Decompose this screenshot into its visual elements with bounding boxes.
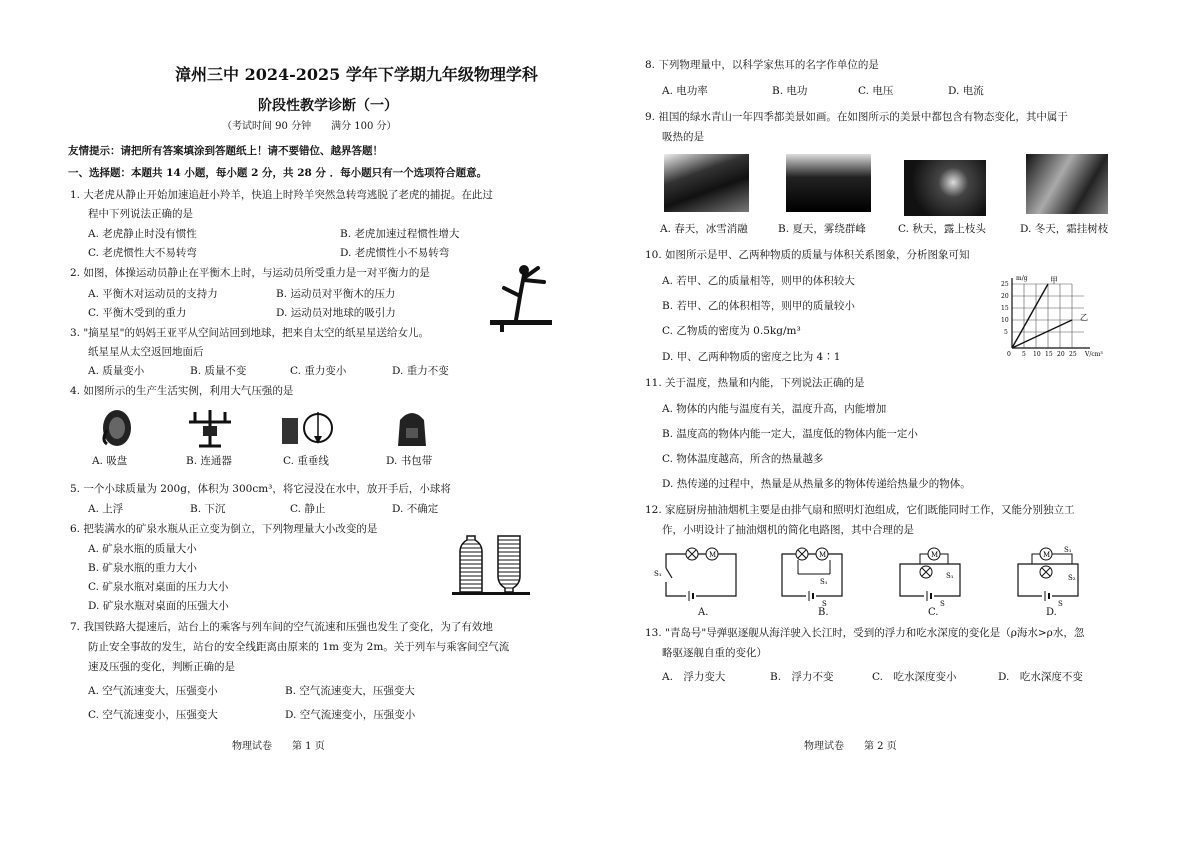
circuit-b-diagram	[778, 544, 848, 608]
circuit-a-s1: S₁	[654, 570, 662, 578]
q8-stem: 8. 下列物理量中，以科学家焦耳的名字作单位的是	[645, 59, 879, 71]
q8-option-b: B. 电功	[772, 85, 808, 97]
q5-option-b: B. 下沉	[190, 503, 226, 515]
q12-option-d: D.	[1046, 607, 1057, 618]
q10-option-c: C. 乙物质的密度为 0.5kg/m³	[662, 325, 801, 337]
q13-stem-2: 略驱逐舰自重的变化）	[662, 647, 767, 659]
q10-stem: 10. 如图所示是甲、乙两种物质的质量与体积关系图象，分析图象可知	[645, 249, 970, 261]
q7-option-a: A. 空气流速变大，压强变小	[88, 685, 218, 697]
graph-label-jia: 甲	[1050, 276, 1058, 285]
q4-option-b: B. 连通器	[186, 455, 232, 467]
circuit-a-motor: M	[709, 551, 717, 559]
graph-ytick-15: 15	[1001, 305, 1009, 312]
q7-option-c: C. 空气流速变小，压强变大	[88, 709, 218, 721]
q8-option-a: A. 电功率	[662, 85, 708, 97]
q11-stem: 11. 关于温度，热量和内能，下列说法正确的是	[645, 377, 865, 389]
q4-stem: 4. 如图所示的生产生活实例，利用大气压强的是	[70, 385, 294, 397]
q11-option-b: B. 温度高的物体内能一定大，温度低的物体内能一定小	[662, 428, 918, 440]
schoolbag-icon	[392, 408, 432, 450]
q1-option-d: D. 老虎惯性小不易转弯	[340, 247, 450, 259]
q7-stem-3: 速及压强的变化，判断正确的是	[88, 661, 235, 673]
graph-line-jia	[1012, 284, 1048, 348]
q1-option-c: C. 老虎惯性大不易转弯	[88, 247, 197, 259]
q4-option-d: D. 书包带	[386, 455, 433, 467]
water-bottles-figure	[448, 534, 534, 600]
q9-option-b: B. 夏天，雾绕群峰	[778, 223, 866, 235]
circuit-d-s1: S₁	[1064, 546, 1072, 554]
q5-stem: 5. 一个小球质量为 200g，体积为 300cm³，将它浸没在水中，放开手后，小球将	[70, 483, 451, 495]
q12-stem-1: 12. 家庭厨房抽油烟机主要是由排气扇和照明灯泡组成，它们既能同时工作，又能分别独立工	[645, 504, 1075, 516]
q13-option-b: B. 浮力不变	[770, 671, 834, 683]
q9-stem-2: 吸热的是	[662, 131, 704, 143]
circuit-b-s1: S₁	[820, 578, 828, 586]
graph-ytick-25: 25	[1001, 281, 1009, 288]
q4-option-c: C. 重垂线	[283, 455, 329, 467]
q12-option-b: B.	[818, 607, 829, 618]
exam-info: （考试时间 90 分钟 满分 100 分）	[222, 121, 397, 132]
circuit-c-s1: S₁	[946, 572, 954, 580]
q3-stem-1: 3. "摘星星"的妈妈王亚平从空间站回到地球，把来自太空的纸星星送给女儿。	[70, 327, 430, 339]
graph-grid	[1012, 284, 1084, 348]
circuit-c-s: S	[940, 600, 945, 608]
circuit-c-motor: M	[931, 551, 939, 559]
graph-label-yi: 乙	[1080, 313, 1088, 322]
circuit-a-diagram	[656, 544, 746, 604]
graph-xtick-5: 5	[1022, 351, 1026, 358]
graph-xtick-0: 0	[1007, 351, 1011, 358]
winter-frost-photo	[1026, 154, 1108, 214]
q12-stem-2: 作，小明设计了抽油烟机的简化电路图，其中合理的是	[662, 524, 914, 536]
q5-option-d: D. 不确定	[392, 503, 439, 515]
q2-option-c: C. 平衡木受到的重力	[88, 307, 187, 319]
q13-option-c: C. 吃水深度变小	[872, 671, 957, 683]
q11-option-d: D. 热传递的过程中，热量是从热量多的物体传递给热量少的物体。	[662, 478, 971, 490]
circuit-c-diagram	[896, 544, 968, 608]
q9-option-d: D. 冬天，霜挂树枝	[1020, 223, 1109, 235]
plumb-line-icon	[278, 408, 334, 450]
footer-page-2: 物理试卷 第 2 页	[804, 741, 897, 752]
graph-line-yi	[1012, 320, 1072, 348]
graph-ytick-10: 10	[1001, 317, 1009, 324]
q2-option-b: B. 运动员对平衡木的压力	[276, 288, 396, 300]
q5-option-a: A. 上浮	[88, 503, 124, 515]
q3-option-c: C. 重力变小	[290, 365, 347, 377]
circuit-d-s2: S₂	[1068, 574, 1076, 582]
circuit-d-motor: M	[1043, 551, 1051, 559]
q5-option-c: C. 静止	[290, 503, 326, 515]
q7-option-d: D. 空气流速变小，压强变小	[285, 709, 416, 721]
section-heading: 一、选择题：本题共 14 小题，每小题 2 分，共 28 分 ．每小题只有一个选项符合题意。	[68, 167, 488, 179]
q10-option-a: A. 若甲、乙的质量相等，则甲的体积较大	[662, 275, 855, 287]
graph-xtick-25: 25	[1069, 351, 1077, 358]
q13-option-a: A. 浮力变大	[662, 671, 726, 683]
q11-option-a: A. 物体的内能与温度有关，温度升高，内能增加	[662, 403, 887, 415]
autumn-dew-photo	[904, 160, 986, 216]
exam-subtitle: 阶段性教学诊断（一）	[258, 98, 398, 114]
suction-cup-icon	[95, 408, 135, 450]
q9-stem-1: 9. 祖国的绿水青山一年四季都美景如画。在如图所示的美景中都包含有物态变化，其中属于	[645, 111, 1068, 123]
q7-stem-1: 7. 我国铁路大提速后，站台上的乘客与列车间的空气流速和压强也发生了变化，为了有效地	[70, 621, 493, 633]
summer-fog-photo	[786, 154, 871, 212]
graph-xlabel: V/cm³	[1085, 351, 1103, 358]
graph-ylabel: m/g	[1016, 275, 1028, 282]
q13-option-d: D. 吃水深度不变	[998, 671, 1083, 683]
q8-option-d: D. 电流	[948, 85, 984, 97]
connected-vessel-icon	[185, 408, 235, 450]
q12-option-a: A.	[698, 607, 709, 618]
q6-stem: 6. 把装满水的矿泉水瓶从正立变为倒立，下列物理量大小改变的是	[70, 523, 378, 535]
q3-stem-2: 纸星星从太空返回地面后	[88, 346, 204, 358]
q7-option-b: B. 空气流速变大，压强变大	[285, 685, 415, 697]
graph-xtick-15: 15	[1045, 351, 1053, 358]
q2-option-d: D. 运动员对地球的吸引力	[276, 307, 396, 319]
q4-option-a: A. 吸盘	[92, 455, 128, 467]
q6-option-b: B. 矿泉水瓶的重力大小	[88, 562, 197, 574]
circuit-d-s: S	[1058, 600, 1063, 608]
q1-stem-1: 1. 大老虎从静止开始加速追赶小羚羊，快追上时羚羊突然急转弯逃脱了老虎的捕捉。在此过	[70, 189, 493, 201]
circuit-d-diagram	[1014, 544, 1086, 608]
q3-option-d: D. 重力不变	[392, 365, 449, 377]
q9-option-a: A. 春天，冰雪消融	[660, 223, 748, 235]
q6-option-c: C. 矿泉水瓶对桌面的压力大小	[88, 581, 229, 593]
graph-ytick-20: 20	[1001, 293, 1009, 300]
q11-option-c: C. 物体温度越高，所含的热量越多	[662, 453, 824, 465]
friendly-tip: 友情提示：请把所有答案填涂到答题纸上！请不要错位、越界答题！	[68, 145, 383, 157]
q3-option-b: B. 质量不变	[190, 365, 247, 377]
q10-option-d: D. 甲、乙两种物质的密度之比为 4∶1	[662, 351, 841, 363]
q9-option-c: C. 秋天，露上枝头	[898, 223, 986, 235]
q3-option-a: A. 质量变小	[88, 365, 145, 377]
exam-title: 漳州三中 2024-2025 学年下学期九年级物理学科	[175, 65, 538, 84]
graph-xtick-20: 20	[1057, 351, 1065, 358]
mass-volume-graph	[994, 275, 1103, 362]
circuit-b-motor: M	[819, 551, 827, 559]
q10-option-b: B. 若甲、乙的体积相等，则甲的质量较小	[662, 300, 855, 312]
q1-option-b: B. 老虎加速过程惯性增大	[340, 228, 460, 240]
circuit-b-s: S	[822, 600, 827, 608]
spring-ice-photo	[664, 154, 749, 212]
q2-stem: 2. 如图，体操运动员静止在平衡木上时，与运动员所受重力是一对平衡力的是	[70, 267, 430, 279]
q1-stem-2: 程中下列说法正确的是	[88, 208, 193, 220]
q2-option-a: A. 平衡木对运动员的支持力	[88, 288, 218, 300]
q6-option-a: A. 矿泉水瓶的质量大小	[88, 543, 197, 555]
graph-xtick-10: 10	[1033, 351, 1041, 358]
q12-option-c: C.	[928, 607, 939, 618]
q13-stem-1: 13. "青岛号"导弹驱逐舰从海洋驶入长江时，受到的浮力和吃水深度的变化是（ρ海水>ρ水，忽	[645, 627, 1085, 639]
graph-ytick-5: 5	[1004, 329, 1008, 336]
footer-page-1: 物理试卷 第 1 页	[232, 741, 325, 752]
gymnast-figure	[486, 260, 556, 332]
q8-option-c: C. 电压	[858, 85, 894, 97]
q6-option-d: D. 矿泉水瓶对桌面的压强大小	[88, 600, 229, 612]
q1-option-a: A. 老虎静止时没有惯性	[88, 228, 197, 240]
q7-stem-2: 防止安全事故的发生，站台的安全线距离由原来的 1m 变为 2m。关于列车与乘客间空气流	[88, 641, 510, 653]
